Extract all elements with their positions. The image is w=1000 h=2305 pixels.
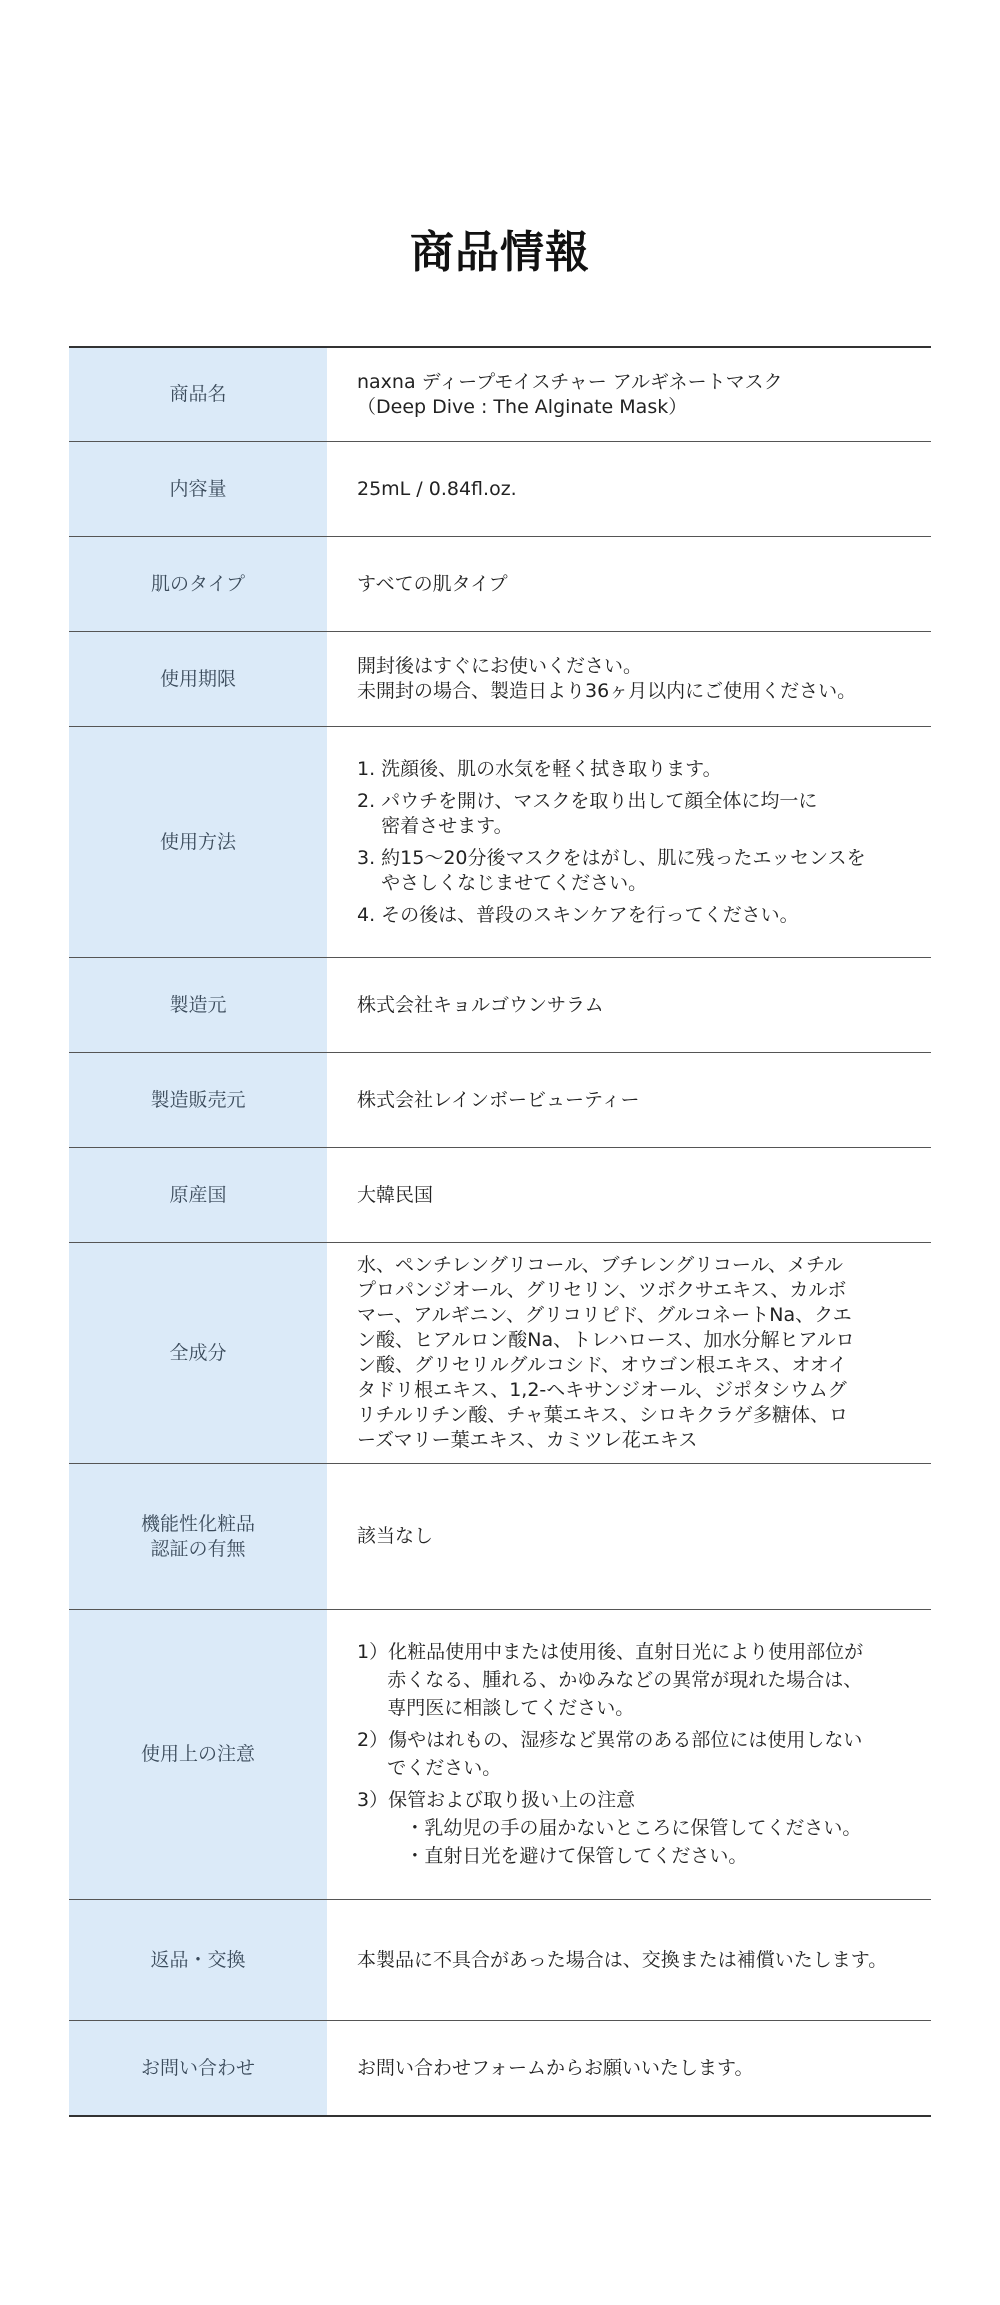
row-label: 使用期限 xyxy=(69,632,327,726)
value-line: ン酸、ヒアルロン酸Na、トレハロース、加水分解ヒアルロ xyxy=(357,1329,855,1351)
value-line: すべての肌タイプ xyxy=(357,572,508,595)
row-label: 使用方法 xyxy=(69,727,327,957)
value-line: ン酸、グリセリルグルコシド、オウゴン根エキス、オオイ xyxy=(357,1354,847,1376)
row-label: 原産国 xyxy=(69,1148,327,1242)
value-line: 該当なし xyxy=(357,1525,434,1547)
table-row-distributor xyxy=(69,1053,931,1148)
row-value xyxy=(327,537,931,631)
product-info-table xyxy=(69,346,931,2117)
row-label: 使用上の注意 xyxy=(69,1610,327,1899)
value-line: 株式会社キョルゴウンサラム xyxy=(357,993,604,1016)
table-row-precautions xyxy=(69,1610,931,1900)
value-line: マー、アルギニン、グリコリピド、グルコネートNa、クエ xyxy=(357,1304,852,1326)
row-value xyxy=(327,348,931,441)
value-line: 大韓民国 xyxy=(357,1183,434,1206)
value-line: 3. 約15〜20分後マスクをはがし、肌に残ったエッセンスを xyxy=(357,846,866,869)
value-line: 専門医に相談してください。 xyxy=(357,1697,635,1719)
row-label: 製造元 xyxy=(69,958,327,1052)
table-row-returns xyxy=(69,1900,931,2021)
table-row-contact xyxy=(69,2021,931,2115)
value-line: 4. その後は、普段のスキンケアを行ってください。 xyxy=(357,903,799,926)
value-line: 2. パウチを開け、マスクを取り出して顔全体に均一に xyxy=(357,789,818,812)
row-label: 内容量 xyxy=(69,442,327,536)
row-label: 全成分 xyxy=(69,1243,327,1463)
table-row-origin xyxy=(69,1148,931,1243)
value-line: 3）保管および取り扱い上の注意 xyxy=(357,1789,636,1811)
value-line: ーズマリー葉エキス、カミツレ花エキス xyxy=(357,1429,698,1451)
value-line: やさしくなじませてください。 xyxy=(357,871,648,894)
value-line: 株式会社レインボービューティー xyxy=(357,1088,640,1111)
table-row-ingredients xyxy=(69,1243,931,1464)
value-line: お問い合わせフォームからお願いいたします。 xyxy=(357,2056,754,2079)
row-value xyxy=(327,632,931,726)
table-row-expiry xyxy=(69,632,931,727)
row-value xyxy=(327,1053,931,1147)
value-line: 赤くなる、腫れる、かゆみなどの異常が現れた場合は、 xyxy=(357,1669,863,1691)
table-row-manufacturer xyxy=(69,958,931,1053)
value-line: 1. 洗顔後、肌の水気を軽く拭き取ります。 xyxy=(357,757,722,780)
value-line: でください。 xyxy=(357,1757,502,1779)
value-line: リチルリチン酸、チャ葉エキス、シロキクラゲ多糖体、ロ xyxy=(357,1404,848,1426)
table-row-product-name xyxy=(69,348,931,442)
row-value xyxy=(327,1610,931,1899)
row-value xyxy=(327,958,931,1052)
row-value xyxy=(327,442,931,536)
value-line: 25mL / 0.84fl.oz. xyxy=(357,477,517,500)
value-line: ・直射日光を避けて保管してください。 xyxy=(357,1845,748,1867)
row-label: 肌のタイプ xyxy=(69,537,327,631)
value-line: 1）化粧品使用中または使用後、直射日光により使用部位が xyxy=(357,1641,864,1663)
page-title: 商品情報 xyxy=(410,227,590,278)
value-line: ・乳幼児の手の届かないところに保管してください。 xyxy=(357,1817,862,1839)
value-line: 本製品に不具合があった場合は、交換または補償いたします。 xyxy=(357,1948,888,1971)
table-row-usage xyxy=(69,727,931,958)
table-row-functional-cert xyxy=(69,1464,931,1610)
value-line: 開封後はすぐにお使いください。 xyxy=(357,655,643,677)
row-label: 返品・交換 xyxy=(69,1900,327,2020)
table-row-skin-type xyxy=(69,537,931,632)
value-line: 密着させます。 xyxy=(357,814,513,837)
table-row-volume xyxy=(69,442,931,537)
row-value xyxy=(327,1464,931,1609)
value-line: （Deep Dive : The Alginate Mask） xyxy=(357,395,688,418)
row-label: 商品名 xyxy=(69,348,327,441)
value-line: タドリ根エキス、1,2-ヘキサンジオール、ジポタシウムグ xyxy=(357,1379,847,1401)
row-label: お問い合わせ xyxy=(69,2021,327,2115)
value-line: 2）傷やはれもの、湿疹など異常のある部位には使用しない xyxy=(357,1729,863,1751)
value-line: プロパンジオール、グリセリン、ツボクサエキス、カルボ xyxy=(357,1279,847,1301)
value-line: 未開封の場合、製造日より36ヶ月以内にご使用ください。 xyxy=(357,680,857,702)
row-value xyxy=(327,1243,931,1463)
row-value xyxy=(327,1148,931,1242)
value-line: naxna ディープモイスチャー アルギネートマスク xyxy=(357,370,783,393)
row-value xyxy=(327,2021,931,2115)
row-label: 製造販売元 xyxy=(69,1053,327,1147)
row-label: 機能性化粧品 認証の有無 xyxy=(69,1464,327,1609)
value-line: 水、ペンチレングリコール、ブチレングリコール、メチル xyxy=(357,1254,844,1276)
row-value xyxy=(327,727,931,957)
row-value xyxy=(327,1900,931,2020)
